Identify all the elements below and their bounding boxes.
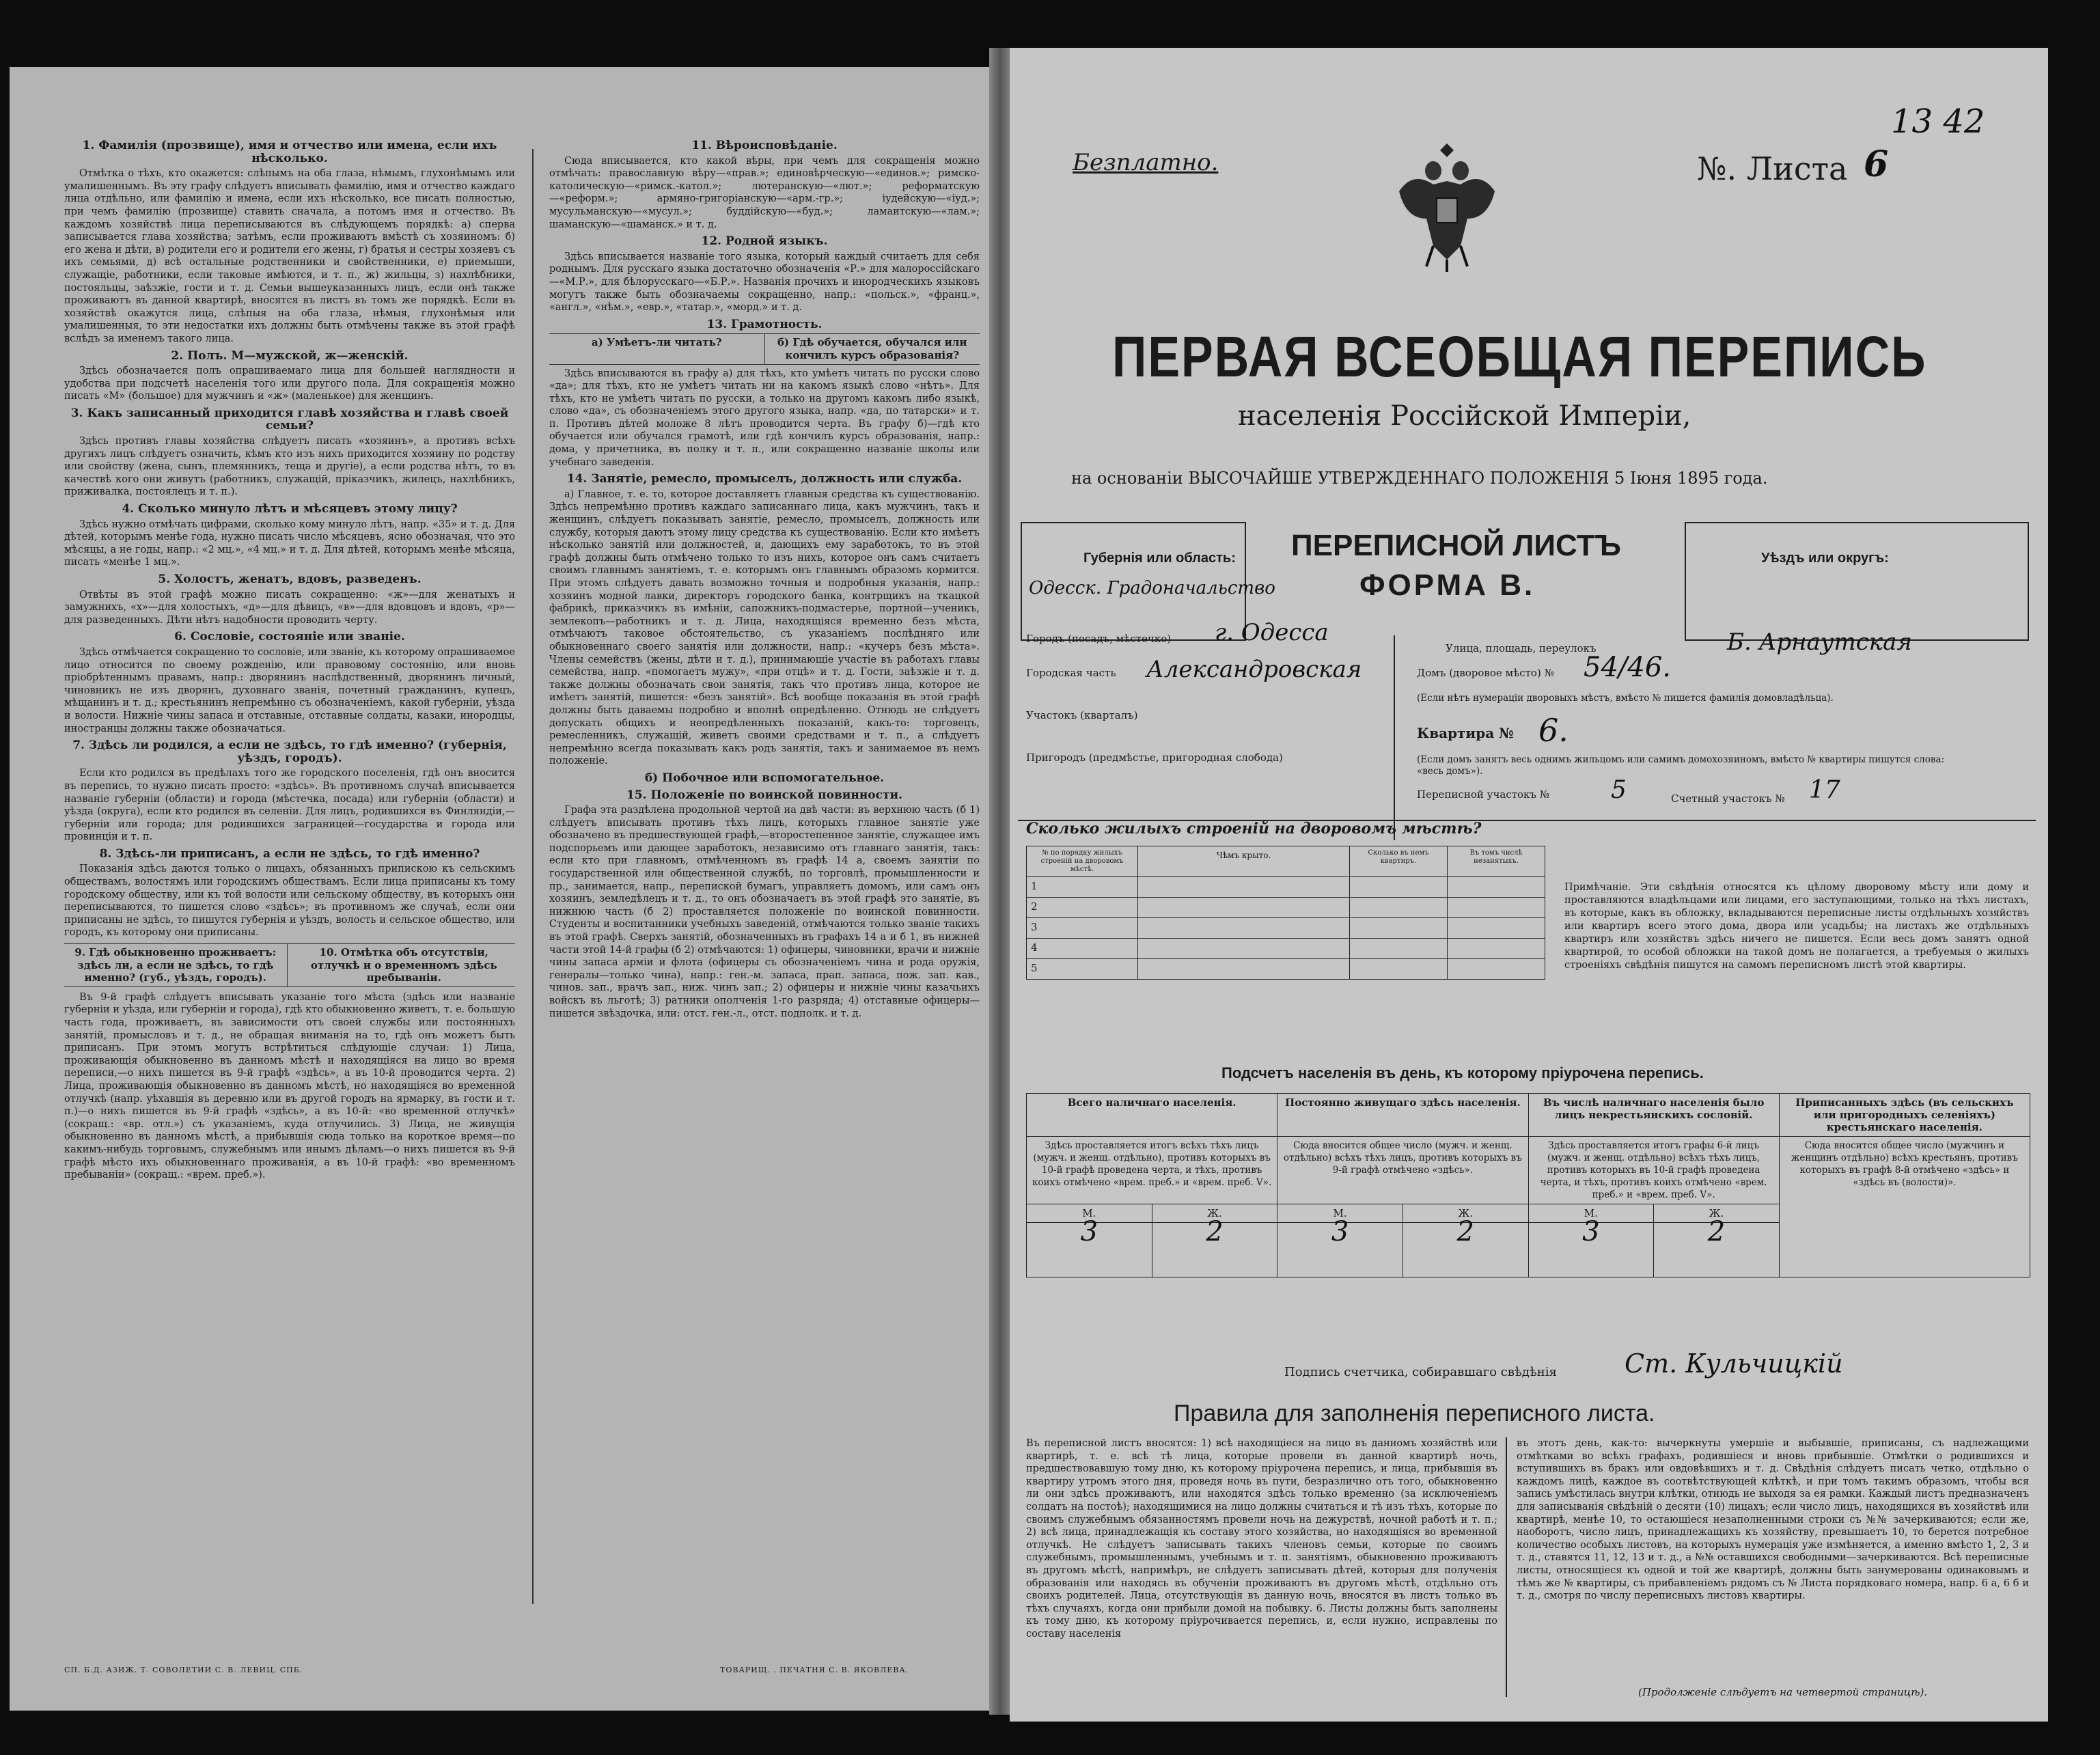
suburb-label: Пригородъ (предмѣстье, пригородная слобода) xyxy=(1026,751,1283,764)
female-label: Ж. xyxy=(1403,1204,1528,1223)
archive-number: 13 42 xyxy=(1891,102,1985,141)
population-count-table xyxy=(1026,1093,2030,1277)
row-number: 3 xyxy=(1027,918,1138,939)
count-precinct-label: Счетный участокъ № xyxy=(1671,792,1785,805)
row-number: 4 xyxy=(1027,939,1138,959)
row-number: 2 xyxy=(1027,898,1138,918)
male-label: М. xyxy=(1277,1204,1403,1223)
gubernia-value: Одесск. Градоначальство xyxy=(1029,578,1275,598)
table-row xyxy=(1027,918,1545,939)
column-description: Сюда вносится общее число (мужчинъ и женщинъ отдѣльно) всѣхъ крестьянъ, противъ которыхъ въ графѣ 8-й отмѣчено «здѣсь» и «здѣсь въ (волости)». xyxy=(1779,1137,2030,1277)
column-description: Сюда вносится общее число (мужч. и женщ. отдѣльно) всѣхъ тѣхъ лицъ, противъ которыхъ въ 9-й графѣ отмѣчено «здѣсь». xyxy=(1277,1137,1528,1204)
table-cell xyxy=(1138,939,1350,959)
right-page xyxy=(1010,48,2048,1722)
table-header-row xyxy=(1027,1094,2030,1137)
house-label: Домъ (дворовое мѣсто) № xyxy=(1417,667,1554,679)
section-text: Сюда вписывается, кто какой вѣры, при чемъ для сокращенія можно отмѣчать: православную вѣру—«прав.»; единовѣрческую—«единов.»; римско-католическую—«римск.-катол.»; лютеранскую—«лют.»; реформатскую—«реформ.»; армяно-григоріанскую—«арм.-гр.»; іудейскую—«іуд.»; мусульманскую—«мусул.»; буддійскую—«буд.»; ламаитскую—«лам.»; шаманскую—«шаманск.» и т. д. xyxy=(549,155,980,230)
table-cell xyxy=(1138,877,1350,898)
table-cell xyxy=(1448,939,1545,959)
left-column-2 xyxy=(549,135,980,1021)
count-precinct-value: 17 xyxy=(1809,776,1840,804)
column-header: Постоянно живущаго здѣсь населенія. xyxy=(1277,1094,1528,1137)
section-heading: 11. Вѣроисповѣданіе. xyxy=(691,139,838,152)
section-heading: б) Побочное или вспомогательное. xyxy=(644,771,885,785)
gubernia-label: Губернія или область: xyxy=(1083,551,1236,566)
section-text: Если кто родился въ предѣлахъ того же городского поселенія, гдѣ онъ вносится въ перепись, то нужно писать просто: «здѣсь». Въ противномъ случаѣ вписывается названіе губерніи (области) и города (мѣстечка, посада) или губерніи (области) и уѣзда (округа), если кто родился въ селеніи. Для лицъ, родившихся въ Финляндіи,—губерніи или города; для родившихся заграницей—государства и города или провинціи и т. п. xyxy=(64,768,515,843)
male-label: М. xyxy=(1027,1204,1152,1223)
column-header: Въ числѣ наличнаго населенія было лицъ некрестьянскихъ сословій. xyxy=(1528,1094,1779,1137)
column-header: Чѣмъ крыто. xyxy=(1138,846,1350,877)
section-heading: 15. Положеніе по воинской повинности. xyxy=(626,788,903,802)
city-label: Городъ (посадъ, мѣстечко) xyxy=(1026,633,1172,645)
buildings-note: Примѣчаніе. Эти свѣдѣнія относятся къ цѣлому дворовому мѣсту или дому и проставляются владѣльцами или лицами, его заступающими, только на тѣхъ листахъ, въ которые, какъ въ обложку, вкладываются переписные листы отдѣльныхъ хозяйствъ или квартиръ всего этого дома, двора или усадьбы; на листахъ же отдѣльныхъ квартиръ или хозяйствъ здѣсь ничего не пишется. Если весь домъ занятъ одной квартирой, то особой обложки на такой домъ не полагается, а требуемыя о жилыхъ строеніяхъ свѣдѣнія пишутся на самомъ переписномъ листѣ этой квартиры. xyxy=(1564,882,2029,971)
subheading: б) Гдѣ обучается, обучался или кончилъ курсъ образованія? xyxy=(777,336,967,361)
section-heading: 12. Родной языкъ. xyxy=(701,234,828,249)
address-divider xyxy=(1394,635,1395,840)
female-label: Ж. xyxy=(1152,1204,1277,1223)
printer-footer: СП. Б.Д. АЗИЖ. Т. СОВОЛЕТИИ С. В. ЛЕВИЦ, СПБ. xyxy=(64,1666,303,1674)
male-label: М. xyxy=(1528,1204,1654,1223)
table-cell xyxy=(1350,898,1448,918)
count-value: 3 xyxy=(1277,1223,1403,1277)
apartment-note: (Если домъ занятъ весь однимъ жильцомъ или самимъ домохозяиномъ, вмѣсто № квартиры пишутся слова: «весь домъ»). xyxy=(1417,754,1945,777)
table-cell xyxy=(1350,939,1448,959)
section-text: Здѣсь отмѣчается сокращенно то сословіе, или званіе, къ которому опрашиваемое лицо относится по своему рожденію, или правовому состоянію, или вновь пріобрѣтеннымъ правамъ, напр.: дворянинъ наслѣдственный, дворянинъ личный, чиновникъ не изъ дворянъ, духовнаго званія, почетный гражданинъ, купецъ, мѣщанинъ и т. д.; крестьянинъ непремѣнно съ обозначеніемъ, какой губерніи, уѣзда и волости. Нижніе чины запаса и отставные, отставные солдаты, казаки, инородцы, иностранцы должны также обозначаться. xyxy=(64,646,515,734)
row-number: 1 xyxy=(1027,877,1138,898)
gubernia-box xyxy=(1021,522,1275,641)
rules-title: Правила для заполненія переписного листа. xyxy=(1174,1400,1655,1426)
imperial-eagle-emblem xyxy=(1392,143,1502,273)
section-text: Показанія здѣсь даются только о лицахъ, обязанныхъ припискою къ сельскимъ обществамъ, волостямъ или городскимъ обществамъ. Если лица приписаны къ тому городскому обществу, или къ той волости или сельскому обществу, въ которыхъ они переписываются, то пишется слово «здѣсь»; въ противномъ же случаѣ, если они приписаны не здѣсь, то пишутся губернія и уѣздъ, волость и сельское общество, или городъ, къ которому они приписаны. xyxy=(64,863,515,939)
sheet-number-label: №. Листа xyxy=(1697,150,1848,187)
section-heading: 3. Какъ записанный приходится главѣ хозяйства и главѣ своей семьи? xyxy=(70,406,509,433)
count-value: 3 xyxy=(1528,1223,1654,1277)
census-basis: на основаніи ВЫСОЧАЙШЕ УТВЕРЖДЕННАГО ПОЛОЖЕНІЯ 5 Іюня 1895 года. xyxy=(1071,469,1768,488)
column-header: Всего наличнаго населенія. xyxy=(1027,1094,1277,1137)
section-heading: 2. Полъ. М—мужской, ж—женскій. xyxy=(171,348,409,363)
table-cell xyxy=(1138,918,1350,939)
section-heading: 7. Здѣсь ли родился, а если не здѣсь, то гдѣ именно? (губернія, уѣздъ, городъ). xyxy=(72,738,507,765)
table-row xyxy=(1027,939,1545,959)
column-header: № по порядку жилыхъ строеній на дворовомъ мѣстѣ. xyxy=(1027,846,1138,877)
table-cell xyxy=(1350,918,1448,939)
section-heading: 4. Сколько минуло лѣтъ и мѣсяцевъ этому лицу? xyxy=(122,502,458,516)
column-header: Въ томъ числѣ незанятыхъ. xyxy=(1448,846,1545,877)
column-description: Здѣсь проставляется итогъ графы 6-й лицъ (мужч. и женщ. отдѣльно) всѣхъ тѣхъ лицъ, противъ которыхъ въ 10-й графѣ проведена черта, и тѣхъ, противъ коихъ отмѣчено «врем. преб.» и «врем. преб. V». xyxy=(1528,1137,1779,1204)
table-cell xyxy=(1448,898,1545,918)
left-page xyxy=(10,67,993,1711)
apartment-label: Квартира № xyxy=(1417,725,1514,741)
form-letter: ФОРМА В. xyxy=(1359,568,1536,602)
column-divider xyxy=(532,149,534,1604)
left-column-1 xyxy=(64,135,515,1183)
section-heading: 6. Сословіе, состояніе или званіе. xyxy=(174,630,405,644)
rules-text-right: въ этотъ день, как-то: вычеркнуты умершіе и выбывшіе, приписаны, съ надлежащими отмѣтками во всѣхъ графахъ, родившіеся и вновь прибывшіе. Отмѣтки о родившихся и вступившихъ въ бракъ или овдовѣвшихъ и т. д. Свѣдѣнія слѣдуетъ писать четко, отдѣльно о каждомъ лицѣ, каждое въ соотвѣтствующей клѣткѣ, и при томъ такимъ образомъ, чтобы вся запись умѣстилась внутри клѣтки, отнюдь не выходя за ея рамки. Каждый листъ предназначенъ для записыванія свѣдѣній о десяти (10) лицахъ; если число лицъ, находящихся въ хозяйствѣ или квартирѣ, менѣе 10, то остающіеся незаполненными строки съ №№ зачеркиваются; если же, наоборотъ, число лицъ, принадлежащихъ къ хозяйству, превышаетъ 10, то берется потребное количество особыхъ листовъ, на которыхъ нумерація уже измѣняется, а именно вмѣсто 1, 2, 3 и т. д., ставятся 11, 12, 13 и т. д., а №№ оставшихся свободными—зачеркиваются. Всѣ переписные листы, относящіеся къ одной и той же квартирѣ, должны быть занумерованы одинаковымъ и тѣмъ же № квартиры, съ прибавленіемъ рядомъ съ № Листа порядковаго номера, напр. 6 а, 6 б и т. д., смотря по числу переписныхъ листовъ квартиры. xyxy=(1517,1438,2029,1602)
section-text: Въ 9-й графѣ слѣдуетъ вписывать указаніе того мѣста (здѣсь или названіе губерніи и уѣзда, или губерніи и города), гдѣ кто обыкновенно живетъ, т. е. большую часть года, проживаетъ, въ зависимости отъ своей службы или постоянныхъ занятій, промысловъ и т. д., не обращая вниманія на то, гдѣ онъ можетъ быть приписанъ. При этомъ могутъ встрѣтиться слѣдующіе случаи: 1) Лица, проживающія обыкновенно въ данномъ мѣстѣ и находящіяся на лицо во время переписи,—о нихъ пишется въ 9-й графѣ «здѣсь», а въ 10-й проводится черта. 2) Лица, проживающія обыкновенно въ данномъ мѣстѣ, но находящіяся во временной отлучкѣ (напр. уѣхавшія въ деревню или въ другой городъ на ярмарку, въ гости и т. п.)—о нихъ пишется въ 9-й графѣ «здѣсь», а въ 10-й: «во временной отлучкѣ» (сокращ.: «вр. отл.») съ указаніемъ, куда отлучились. 3) Лица, не живущія обыкновенно въ данномъ мѣстѣ, а прибывшія сюда только на короткое время—по какимъ-нибудь торговымъ, служебнымъ или инымъ дѣламъ—о нихъ пишется въ 9-й графѣ мѣсто ихъ обыкновеннаго проживанія, а въ 10-й графѣ: «во временномъ пребываніи» (сокращ.: «врем. преб.»). xyxy=(64,991,515,1181)
column-header: Сколько въ немъ квартиръ. xyxy=(1350,846,1448,877)
district-label: Городская часть xyxy=(1026,667,1116,679)
quarter-label: Участокъ (кварталъ) xyxy=(1026,709,1138,721)
table-header-row xyxy=(1027,846,1545,877)
section-text: Отмѣтка о тѣхъ, кто окажется: слѣпымъ на оба глаза, нѣмымъ, глухонѣмымъ или умалишеннымъ. Въ эту графу слѣдуетъ вписывать фамилію, имя и отчество каждаго лица отдѣльно, или фамилію и имена, если ихъ нѣсколько, все писать полностью, при чемъ фамилію (прозвище) ставить сначала, а потомъ имя и отчество. Въ каждомъ хозяйствѣ лица переписываются въ слѣдующемъ порядкѣ: а) сперва записывается глава хозяйства; затѣмъ, если проживаютъ вмѣстѣ съ хозяиномъ: б) его жена и дѣти, в) родители его и родители его жены, г) братья и сестры хозяевъ съ ихъ семьями, д) всѣ остальные родственники и свойственники, е) приемыши, служащіе, работники, если таковые имѣются, и т. п., ж) жильцы, з) нахлѣбники, постояльцы, заѣзжіе, гости и т. д. Семьи вышеуказанныхъ лицъ, если онѣ также проживаютъ въ данной квартирѣ, вносятся въ листъ въ томъ же порядкѣ. Если въ хозяйствѣ окажутся лица, слѣпыя на оба глаза, нѣмыя, глухонѣмыя или умалишенныя, то эти недостатки ихъ должны быть отмѣчены также въ этой графѣ вслѣдъ за именемъ такого лица. xyxy=(64,168,515,344)
count-value: 2 xyxy=(1654,1223,1780,1277)
column-description: Здѣсь проставляется итогъ всѣхъ тѣхъ лицъ (мужч. и женщ. отдѣльно), противъ которыхъ въ 10-й графѣ проведена черта, и тѣхъ, противъ коихъ отмѣчено «врем. преб.» и «врем. преб. V». xyxy=(1027,1137,1277,1204)
table-cell xyxy=(1448,918,1545,939)
count-value: 2 xyxy=(1403,1223,1528,1277)
section-heading: 14. Занятіе, ремесло, промыселъ, должность или служба. xyxy=(566,472,963,486)
count-value: 3 xyxy=(1027,1223,1152,1277)
free-label: Безплатно. xyxy=(1073,149,1219,176)
section-text: Отвѣты въ этой графѣ можно писать сокращенно: «ж»—для женатыхъ и замужнихъ, «х»—для холостыхъ, «д»—для дѣвицъ, «в»—для вдовцовъ и вдовъ, «р»—для разведенныхъ. Дѣти нѣтъ надобности проводить черту. xyxy=(64,589,515,626)
section-text: Здѣсь нужно отмѣчать цифрами, сколько кому минуло лѣтъ, напр. «35» и т. д. Для дѣтей, которымъ менѣе года, нужно писать число мѣсяцевъ, ясно обозначая, что это мѣсяцы, а не годы, напр.: «2 мц.», «4 мц.» и т. д. Для дѣтей, которымъ менѣе мѣсяца, писать «менѣе 1 мц.». xyxy=(64,519,515,568)
section-heading: 5. Холостъ, женатъ, вдовъ, разведенъ. xyxy=(158,572,422,586)
table-row xyxy=(1027,877,1545,898)
precinct-value: 5 xyxy=(1611,776,1627,804)
signature-value: Ст. Кульчицкій xyxy=(1625,1349,1843,1379)
table-cell xyxy=(1350,959,1448,980)
printer-footer: ТОВАРИЩ. . ПЕЧАТНЯ С. В. ЯКОВЛЕВА. xyxy=(720,1666,909,1674)
section-heading: 10. Отмѣтка объ отсутствіи, отлучкѣ и о временномъ здѣсь пребываніи. xyxy=(310,946,497,984)
section-text: Здѣсь обозначается полъ опрашиваемаго лица для большей наглядности и удобства при подсчетѣ населенія того или другого пола. Для сокращенія можно писать «М» (большое) для мужчинъ и «ж» (маленькое) для женщинъ. xyxy=(64,365,515,402)
census-title: ПЕРВАЯ ВСЕОБЩАЯ ПЕРЕПИСЬ xyxy=(1112,324,1927,389)
rules-text-left: Въ переписной листъ вносятся: 1) всѣ находящіеся на лицо въ данномъ хозяйствѣ или квартирѣ, т. е. всѣ тѣ лица, которые провели въ данной квартирѣ ночь, предшествовавшую тому дню, къ которому пріурочена перепись, и лица, прибывшія въ квартиру утромъ этого дня, проведя ночь въ пути, безразлично отъ того, обыкновенно ли они здѣсь проживаютъ, или находятся здѣсь только временно (за исключеніемъ солдатъ на постоѣ); находящимися на лицо должны считаться и тѣ изъ тѣхъ, которые по своимъ служебнымъ обязанностямъ провели ночь на дежурствѣ, ночной работѣ и т. п.; 2) всѣ лица, принадлежащія къ составу этого хозяйства, но находящіяся во временной отлучкѣ. Не слѣдуетъ записывать такихъ членовъ семьи, которые по своимъ служебнымъ, промышленнымъ, учебнымъ и т. п. занятіямъ, обыкновенно проживаютъ въ другомъ мѣстѣ, напримѣръ, не слѣдуетъ записывать дѣтей, которыя для полученія образованія или находясь въ обученіи проживаютъ въ другомъ мѣстѣ, отдѣльно отъ своихъ родителей. Лица, отсутствующія въ данную ночь, вносятся въ листъ только въ тѣхъ случаяхъ, когда они прибыли домой на побывку. 6. Листы должны быть заполнены къ тому дню, къ которому пріурочивается перепись, и, если нужно, исправлены по составу населенія xyxy=(1026,1438,1497,1640)
split-heading xyxy=(549,333,980,364)
sheet-number-value: 6 xyxy=(1864,143,1889,185)
section-text: Графа эта раздѣлена продольной чертой на двѣ части: въ верхнюю часть (б 1) слѣдуетъ вписывать противъ тѣхъ лицъ, которыхъ главное занятіе уже обозначено въ предшествующей графѣ,—второстепенное занятіе, служащее имъ подспорьемъ или дающее заработокъ, независимо отъ главнаго занятія, такъ: если кто при главномъ, отмѣченномъ въ графѣ 14 а, своемъ занятіи по государственной или общественной службѣ, по торговлѣ, промышленности и пр., занимается, напр., перепиской бумагъ, управляетъ домомъ, или самъ онъ хозяинъ, земледѣлецъ и т. д., то онъ обозначаетъ въ этой графѣ это занятіе, въ нижнюю часть (б 2) проставляется положеніе по воинской повинности. Студенты и воспитанники учебныхъ заведеній, отмѣчаются только званіе такихъ въ этой графѣ. Сверхъ занятій, обозначенныхъ въ графахъ 14 а и б 1, въ нижней части этой 14-й графы (б 2) отмѣчаются: 1) офицеры, чиновники, врачи и нижніе чины запаса арміи и флота (офицеры съ обозначеніемъ чина и рода оружія, генералы—только чина), напр.: ген.-м. запаса, прап. запаса, пож. зап. кав., чинов. зап., врачъ зап., ниж. чинъ зап.; 2) офицеры и нижніе чины казачьихъ войскъ въ льготѣ; 3) ратники ополченія 1-го разряда; 4) отставные офицеры—пишется звѣздочка, или: отст. ген.-л., отст. подполк. и т. д. xyxy=(549,805,980,1019)
house-value: 54/46. xyxy=(1584,652,1671,683)
section-text: Здѣсь вписывается названіе того языка, который каждый считаетъ для себя роднымъ. Для русскаго языка достаточно обозначенія «Р.» для малороссійскаго—«М.Р.», для бѣлорусскаго—«Б.Р.». Названія прочихъ и инородческихъ языковъ могутъ также быть обозначаемы сокращенно, напр.: «польск.», «франц.», «англ.», «нѣм.», «евр.», «татар.», «морд.» и т. д. xyxy=(549,251,980,314)
signature-label: Подпись счетчика, собиравшаго свѣдѣнія xyxy=(1284,1365,1557,1379)
table-cell xyxy=(1448,959,1545,980)
house-note: (Если нѣтъ нумераціи дворовыхъ мѣстъ, вмѣсто № пишется фамилія домовладѣльца). xyxy=(1417,693,1834,704)
row-number: 5 xyxy=(1027,959,1138,980)
census-subtitle: населенія Россійской Имперіи, xyxy=(1238,400,1691,432)
uezd-box xyxy=(1685,522,2029,641)
table-row xyxy=(1027,1137,2030,1204)
section-text: а) Главное, т. е. то, которое доставляетъ главныя средства къ существованію. Здѣсь непремѣнно противъ каждаго записаннаго лица, какъ мужчинъ, такъ и женщинъ, слѣдуетъ показывать занятіе, ремесло, промыселъ, должность или службу, которыя даютъ этому лицу средства къ существованію. Если кто имѣетъ нѣсколько занятій или должностей, и, дающихъ ему заработокъ, то въ этой графѣ должны быть отмѣчено только то изъ нихъ, которое онъ самъ считаетъ своимъ главнымъ занятіемъ, т. е. которымъ онъ главнымъ образомъ кормится. При этомъ слѣдуетъ давать возможно точныя и подробныя указанія, напр.: хозяинъ модной лавки, директоръ городского банка, контрщикъ на ткацкой фабрикѣ, приказчикъ въ имѣніи, сапожникъ-подмастерье, портной—ученикъ, землекопъ—работникъ и т. д. Лица, находящіяся временно безъ мѣста, отмѣчаютъ таковое обстоятельство, съ указаніемъ послѣдняго или обыкновеннаго своего занятія или должности, напр.: «кучеръ безъ мѣста». Члены семействъ (жены, дѣти и т. д.), принимающіе участіе въ работахъ главы семейства, напр. «помогаетъ мужу», «при отцѣ» и т. д. Гости, заѣзжіе и т. д. также должны обозначать свои занятія, такъ что противъ лица, которое не имѣетъ занятій, пишется: «безъ занятій». Всѣ вообще показанія въ этой графѣ должны быть даваемы подробно и вполнѣ опредѣленно. Отнюдь не слѣдуетъ допускать общихъ и неопредѣленныхъ показаній, какъ-то: торговецъ, ремесленникъ, служащій, живетъ своими средствами и т. п., а слѣдуетъ непремѣнно всегда показывать какъ родъ занятія, такъ и занимаемое въ немъ положеніе. xyxy=(549,488,980,767)
precinct-label: Переписной участокъ № xyxy=(1417,788,1549,801)
subheading: а) Умѣетъ-ли читать? xyxy=(549,334,765,363)
table-row xyxy=(1027,898,1545,918)
street-label: Улица, площадь, переулокъ xyxy=(1446,642,1597,654)
table-cell xyxy=(1138,898,1350,918)
city-value: г. Одесса xyxy=(1215,619,1329,646)
count-title: Подсчетъ населенія въ день, къ которому пріурочена перепись. xyxy=(1221,1064,1704,1081)
section-heading: 8. Здѣсь-ли приписанъ, а если не здѣсь, то гдѣ именно? xyxy=(99,846,480,861)
buildings-title: Сколько жилыхъ строеній на дворовомъ мѣстѣ? xyxy=(1026,820,1482,838)
female-label: Ж. xyxy=(1654,1204,1780,1223)
column-header: Приписанныхъ здѣсь (въ сельскихъ или пригородныхъ селеніяхъ) крестьянскаго населенія. xyxy=(1779,1094,2030,1137)
apartment-value: 6. xyxy=(1538,712,1569,749)
table-cell xyxy=(1138,959,1350,980)
table-cell xyxy=(1350,877,1448,898)
table-cell xyxy=(1448,877,1545,898)
table-row xyxy=(1027,959,1545,980)
section-text: Здѣсь вписываются въ графу а) для тѣхъ, кто умѣетъ читать по русски слово «да»; для тѣхъ, кто не умѣетъ читать ни на какомъ языкѣ слово «нѣтъ». Для тѣхъ, кто не умѣетъ читать по русски, а только на другомъ какомъ либо языкѣ, слово «да», съ обозначеніемъ этого другого языка, напр. «да, по татарски» и т. п. Противъ дѣтей моложе 8 лѣтъ проводится черта. Въ графу б)—гдѣ кто обучается или обучался грамотѣ, или гдѣ кончилъ курсъ образованія, напр.: дома, у причетника, въ полку и т. п., или сокращенно названіе школы или учебнаго заведенія. xyxy=(549,368,980,468)
uezd-label: Уѣздъ или округъ: xyxy=(1761,551,1889,566)
section-heading: 9. Гдѣ обыкновенно проживаетъ: здѣсь ли, а если не здѣсь, то гдѣ именно? (губ., уѣздъ, городъ). xyxy=(64,944,288,986)
rules-divider xyxy=(1506,1437,1507,1697)
street-value: Б. Арнаутская xyxy=(1727,628,1912,656)
split-heading xyxy=(64,943,515,987)
section-heading: 13. Грамотность. xyxy=(706,317,823,331)
form-title: ПЕРЕПИСНОЙ ЛИСТЪ xyxy=(1291,529,1621,562)
count-value: 2 xyxy=(1152,1223,1277,1277)
buildings-table xyxy=(1026,846,1545,980)
district-value: Александровская xyxy=(1146,656,1362,683)
rules-continuation: (Продолженіе слѣдуетъ на четвертой страницѣ). xyxy=(1638,1686,1928,1698)
section-text: Здѣсь противъ главы хозяйства слѣдуетъ писать «хозяинъ», а противъ всѣхъ другихъ лицъ слѣдуетъ означить, кѣмъ кто изъ нихъ приходится хозяину по родству или свойству (жена, сынъ, племянникъ, теща и другіе), а если родства нѣтъ, то въ качествѣ кого они живутъ (работникъ, служащій, пріказчикъ, жилецъ, нахлѣбникъ, приживалка, постоялецъ и т. п.). xyxy=(64,436,515,498)
section-heading: 1. Фамилія (прозвище), имя и отчество или имена, если ихъ нѣсколько. xyxy=(82,139,497,165)
